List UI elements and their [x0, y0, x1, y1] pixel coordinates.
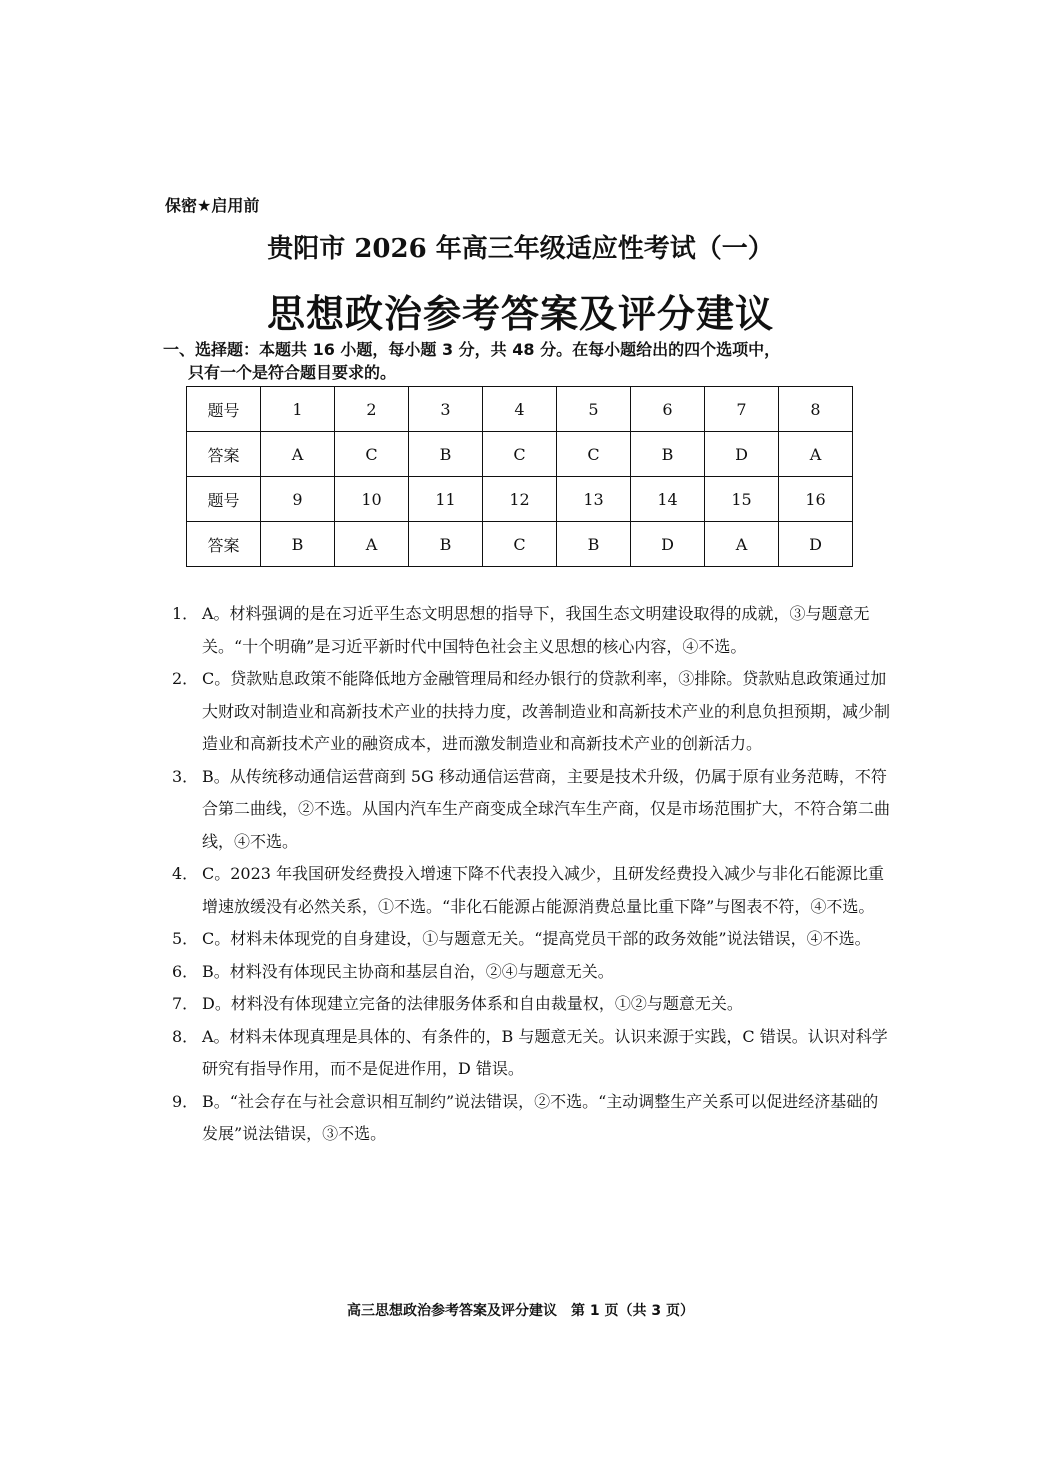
answer-cell: D	[631, 522, 705, 567]
question-number-cell: 15	[705, 477, 779, 522]
document-subtitle: 思想政治参考答案及评分建议	[266, 291, 774, 336]
section-heading-line2: 只有一个是符合题目要求的。	[188, 363, 397, 382]
answer-cell: B	[409, 522, 483, 567]
explanation-item	[172, 598, 892, 663]
answer-cell: C	[483, 522, 557, 567]
answer-cell: A	[335, 522, 409, 567]
item-number: 6．	[172, 961, 199, 981]
question-number-cell: 11	[409, 477, 483, 522]
item-text: B。“社会存在与社会意识相互制约”说法错误，②不选。“主动调整生产关系可以促进经济基础的发展”说法错误，③不选。	[202, 1091, 879, 1143]
answer-cell: B	[261, 522, 335, 567]
item-number: 9．	[172, 1091, 199, 1111]
explanation-item	[172, 1086, 892, 1151]
question-number-cell: 8	[779, 387, 853, 432]
table-row	[187, 387, 853, 432]
confidential-label: 保密★启用前	[165, 196, 260, 215]
question-number-cell: 13	[557, 477, 631, 522]
question-number-cell: 5	[557, 387, 631, 432]
explanation-item	[172, 1021, 892, 1086]
item-text: A。材料未体现真理是具体的、有条件的，B 与题意无关。认识来源于实践，C 错误。认识对科学研究有指导作用，而不是促进作用，D 错误。	[202, 1026, 888, 1078]
question-number-cell: 12	[483, 477, 557, 522]
section-heading	[163, 338, 883, 384]
item-text: B。材料没有体现民主协商和基层自治，②④与题意无关。	[202, 961, 614, 981]
item-number: 8．	[172, 1026, 199, 1046]
item-text: B。从传统移动通信运营商到 5G 移动通信运营商，主要是技术升级，仍属于原有业务范畴，不符合第二曲线，②不选。从国内汽车生产商变成全球汽车生产商，仅是市场范围扩大，不符合第二曲线，④不选。	[202, 766, 891, 851]
answer-table	[186, 386, 853, 567]
question-label-cell: 题号	[187, 477, 261, 522]
explanation-item	[172, 988, 892, 1021]
item-number: 5．	[172, 929, 199, 948]
answer-cell: C	[557, 432, 631, 477]
answer-cell: C	[483, 432, 557, 477]
table-row	[187, 477, 853, 522]
question-number-cell: 1	[261, 387, 335, 432]
answer-cell: A	[261, 432, 335, 477]
answer-label-cell: 答案	[187, 432, 261, 477]
item-number: 4．	[172, 864, 199, 883]
answer-cell: A	[779, 432, 853, 477]
explanation-item	[172, 663, 892, 761]
item-text: C。2023 年我国研发经费投入增速下降不代表投入减少，且研发经费投入减少与非化石能源比重增速放缓没有必然关系，①不选。“非化石能源占能源消费总量比重下降”与图表不符，④不选。	[202, 864, 885, 916]
question-number-cell: 10	[335, 477, 409, 522]
answer-cell: B	[631, 432, 705, 477]
question-label-cell: 题号	[187, 387, 261, 432]
item-number: 1．	[172, 604, 199, 623]
page-footer: 高三思想政治参考答案及评分建议 第 1 页（共 3 页）	[347, 1303, 694, 1319]
question-number-cell: 6	[631, 387, 705, 432]
item-text: A。材料强调的是在习近平生态文明思想的指导下，我国生态文明建设取得的成就，③与题意无关。“十个明确”是习近平新时代中国特色社会主义思想的核心内容，④不选。	[202, 604, 870, 656]
item-text: D。材料没有体现建立完备的法律服务体系和自由裁量权，①②与题意无关。	[202, 994, 743, 1013]
item-number: 2．	[172, 669, 199, 688]
question-number-cell: 4	[483, 387, 557, 432]
item-text: C。材料未体现党的自身建设，①与题意无关。“提高党员干部的政务效能”说法错误，④不选。	[202, 929, 871, 948]
answer-cell: C	[335, 432, 409, 477]
answer-cell: B	[409, 432, 483, 477]
item-number: 7．	[172, 994, 199, 1013]
explanation-list	[172, 598, 892, 1151]
item-number: 3．	[172, 766, 199, 786]
explanation-item	[172, 761, 892, 859]
question-number-cell: 9	[261, 477, 335, 522]
table-row	[187, 522, 853, 567]
item-text: C。贷款贴息政策不能降低地方金融管理局和经办银行的贷款利率，③排除。贷款贴息政策通过加大财政对制造业和高新技术产业的扶持力度，改善制造业和高新技术产业的利息负担预期，减少制造业和高新技术产业的融资成本，进而激发制造业和高新技术产业的创新活力。	[202, 669, 891, 753]
answer-cell: D	[705, 432, 779, 477]
question-number-cell: 16	[779, 477, 853, 522]
answer-cell: D	[779, 522, 853, 567]
explanation-item	[172, 858, 892, 923]
question-number-cell: 7	[705, 387, 779, 432]
answer-cell: A	[705, 522, 779, 567]
explanation-item	[172, 956, 892, 989]
question-number-cell: 14	[631, 477, 705, 522]
question-number-cell: 3	[409, 387, 483, 432]
question-number-cell: 2	[335, 387, 409, 432]
section-heading-line1: 一、选择题：本题共 16 小题，每小题 3 分，共 48 分。在每小题给出的四个选项中，	[163, 340, 781, 359]
answer-label-cell: 答案	[187, 522, 261, 567]
answer-cell: B	[557, 522, 631, 567]
explanation-item	[172, 923, 892, 956]
table-row	[187, 432, 853, 477]
exam-title: 贵阳市 2026 年高三年级适应性考试（一）	[267, 234, 774, 264]
